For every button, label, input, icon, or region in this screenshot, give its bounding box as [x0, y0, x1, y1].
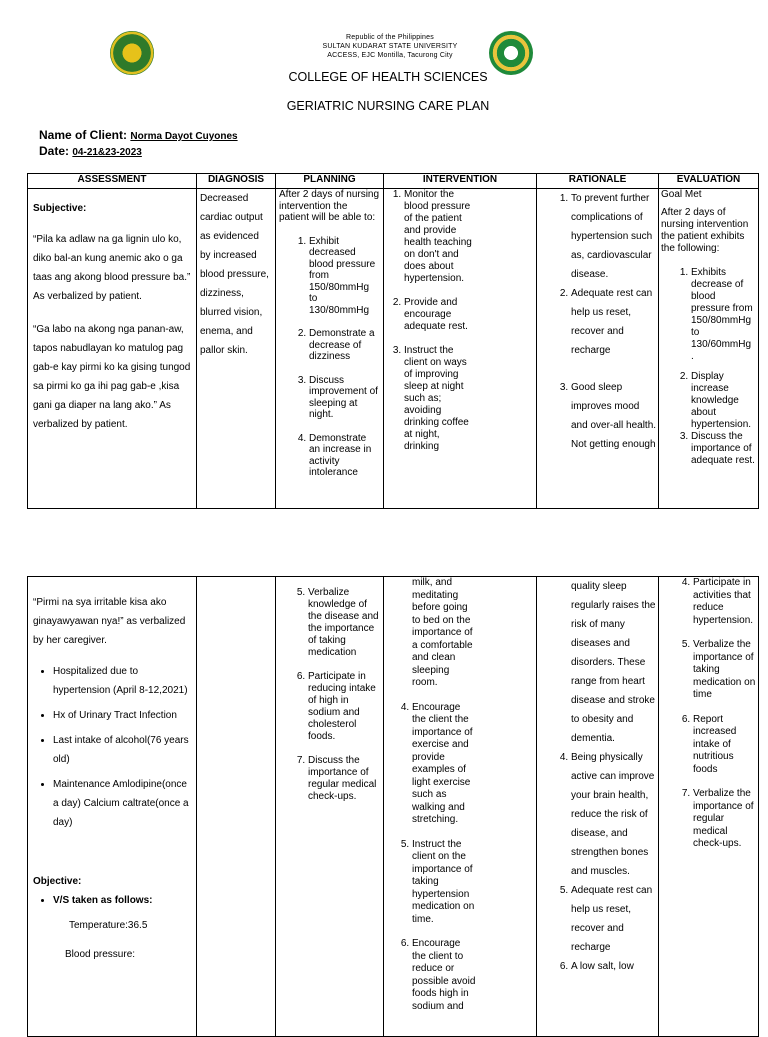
evaluation-cell — [659, 189, 758, 507]
client-date-row — [39, 144, 142, 158]
rationale-item: 6. A low salt, low — [571, 957, 658, 976]
diagnosis-cell-continued — [197, 577, 275, 1035]
intervention-continued-text: milk, and meditating before going to bed on the importance of a comfortable and clean sleeping room. — [412, 577, 473, 688]
care-plan-table-page2 — [27, 576, 759, 1037]
intervention-item: 3. Instruct the client on ways of improving sleep at night such as; avoiding drinking coffee at night, drinking — [404, 345, 476, 453]
evaluation-item: 6. Report increased intake of nutritious foods — [693, 714, 758, 777]
care-plan-title: GERIATRIC NURSING CARE PLAN — [286, 99, 490, 113]
blood-pressure-label: Blood pressure: — [65, 949, 136, 960]
planning-item: 2. Demonstrate a decrease of dizziness — [309, 328, 380, 363]
history-item: • Maintenance Amlodipine(once a day) Calcium caltrate(once a day) — [53, 775, 191, 832]
intervention-item: 1. Monitor the blood pressure of the patient and provide health teaching on don't and does about hypertension. — [404, 189, 476, 285]
goal-status: Goal Met — [661, 189, 702, 200]
planning-cell — [276, 189, 383, 507]
college-title: COLLEGE OF HEALTH SCIENCES — [288, 70, 488, 84]
planning-cell-continued — [276, 577, 383, 1035]
col-evaluation: EVALUATION — [659, 174, 759, 189]
col-rationale: RATIONALE — [537, 174, 659, 189]
planning-item: 6. Participate in reducing intake of high in sodium and cholesterol foods. — [308, 671, 381, 743]
evaluation-item: 2. Display increase knowledge about hypertension. — [691, 371, 756, 431]
subjective-label: Subjective: — [33, 203, 87, 214]
evaluation-item: 7. Verbalize the importance of regular medical check-ups. — [693, 788, 758, 851]
history-item: • Hx of Urinary Tract Infection — [53, 706, 191, 725]
rationale-item: 2. Adequate rest can help us reset, recover and recharge — [571, 284, 658, 360]
university-seal-logo — [110, 31, 154, 75]
subjective-quote-2: “Ga labo na akong nga panan-aw, tapos nabudlayan ko matulog pag gab-e kay pirmi ko ka gising tungod sa pirmi ko ga ihi pag gab-e ,kisa gani ga diaper na lang ako.” As verbalized by patient. — [33, 324, 191, 430]
planning-item: 7. Discuss the importance of regular medical check-ups. — [308, 755, 381, 803]
intervention-cell-continued — [384, 577, 536, 1035]
history-item: • Hospitalized due to hypertension (April 8-12,2021) — [53, 662, 191, 700]
intervention-item: 4. Encourage the client the importance of exercise and provide examples of light exercise such as walking and stretching. — [412, 702, 476, 827]
header-university: SULTAN KUDARAT STATE UNIVERSITY — [322, 43, 458, 50]
header-address: ACCESS, EJC Montilla, Tacurong City — [327, 52, 453, 59]
assessment-cell — [28, 189, 196, 507]
assessment-cell-continued — [28, 577, 196, 1035]
evaluation-intro: After 2 days of nursing intervention the patient exhibits the following: — [661, 207, 749, 254]
date-label: Date: — [39, 144, 70, 158]
rationale-continued-text: quality sleep regularly raises the risk of many diseases and disorders. These range from heart disease and stroke to obesity and dementia. — [571, 581, 656, 744]
intervention-cell — [384, 189, 536, 507]
evaluation-item: 5. Verbalize the importance of taking medication on time — [693, 639, 758, 702]
date-value: 04-21&23-2023 — [72, 147, 142, 158]
intervention-item: 6. Encourage the client to reduce or possible avoid foods high in sodium and — [412, 938, 476, 1013]
client-name-value: Norma Dayot Cuyones — [130, 131, 238, 142]
intervention-item: 5. Instruct the client on the importance of taking hypertension medication on time. — [412, 839, 476, 927]
planning-item: 4. Demonstrate an increase in activity intolerance — [309, 433, 380, 479]
evaluation-item: 1. Exhibits decrease of blood pressure from 150/80mmHg to 130/60mmHg . — [691, 267, 756, 363]
col-assessment: ASSESSMENT — [28, 174, 197, 189]
rationale-item: 3. Good sleep improves mood and over-all health. Not getting enough — [571, 378, 658, 454]
col-intervention: INTERVENTION — [384, 174, 537, 189]
evaluation-item: 4. Participate in activities that reduce hypertension. — [693, 577, 758, 627]
evaluation-item: 3. Discuss the importance of adequate rest. — [691, 431, 756, 467]
rationale-cell — [537, 189, 658, 507]
subjective-quote-3: “Pirmi na sya irritable kisa ako ginayawyawan nya!” as verbalized by her caregiver. — [33, 597, 186, 646]
planning-item: 3. Discuss improvement of sleeping at night. — [309, 375, 380, 421]
objective-label: Objective: — [33, 876, 82, 887]
temperature-value: Temperature:36.5 — [69, 920, 148, 931]
rationale-cell-continued — [537, 577, 658, 1035]
planning-item: 1. Exhibit decreased blood pressure from 150/80mmHg to 130/80mmHg — [309, 236, 380, 317]
col-diagnosis: DIAGNOSIS — [197, 174, 276, 189]
planning-intro: After 2 days of nursing intervention the patient will be able to: — [279, 189, 380, 223]
care-plan-table-page1 — [27, 173, 759, 509]
col-planning: PLANNING — [276, 174, 384, 189]
intervention-item: 2. Provide and encourage adequate rest. — [404, 297, 476, 333]
header-republic: Republic of the Philippines — [346, 34, 434, 41]
vital-signs-label: • V/S taken as follows: — [53, 891, 191, 910]
planning-item: 5. Verbalize knowledge of the disease and the importance of taking medication — [308, 587, 381, 659]
history-item: • Last intake of alcohol(76 years old) — [53, 731, 191, 769]
evaluation-cell-continued — [659, 577, 758, 1035]
client-name-row — [39, 128, 238, 142]
rationale-item: 1. To prevent further complications of hypertension such as, cardiovascular disease. — [571, 189, 658, 284]
rationale-item: 4. Being physically active can improve your brain health, reduce the risk of disease, and strengthen bones and muscles. — [571, 748, 658, 881]
diagnosis-cell: Decreased cardiac output as evidenced by increased blood pressure, dizziness, blurred vision, enema, and pallor skin. — [200, 193, 269, 356]
rationale-item: 5. Adequate rest can help us reset, recover and recharge — [571, 881, 658, 957]
client-name-label: Name of Client: — [39, 128, 128, 142]
subjective-quote-1: “Pila ka adlaw na ga lignin ulo ko, diko bal-an kung anemic ako o ga taas ang akong blood pressure ba.” As verbalized by patient. — [33, 234, 191, 302]
college-logo — [489, 31, 533, 75]
